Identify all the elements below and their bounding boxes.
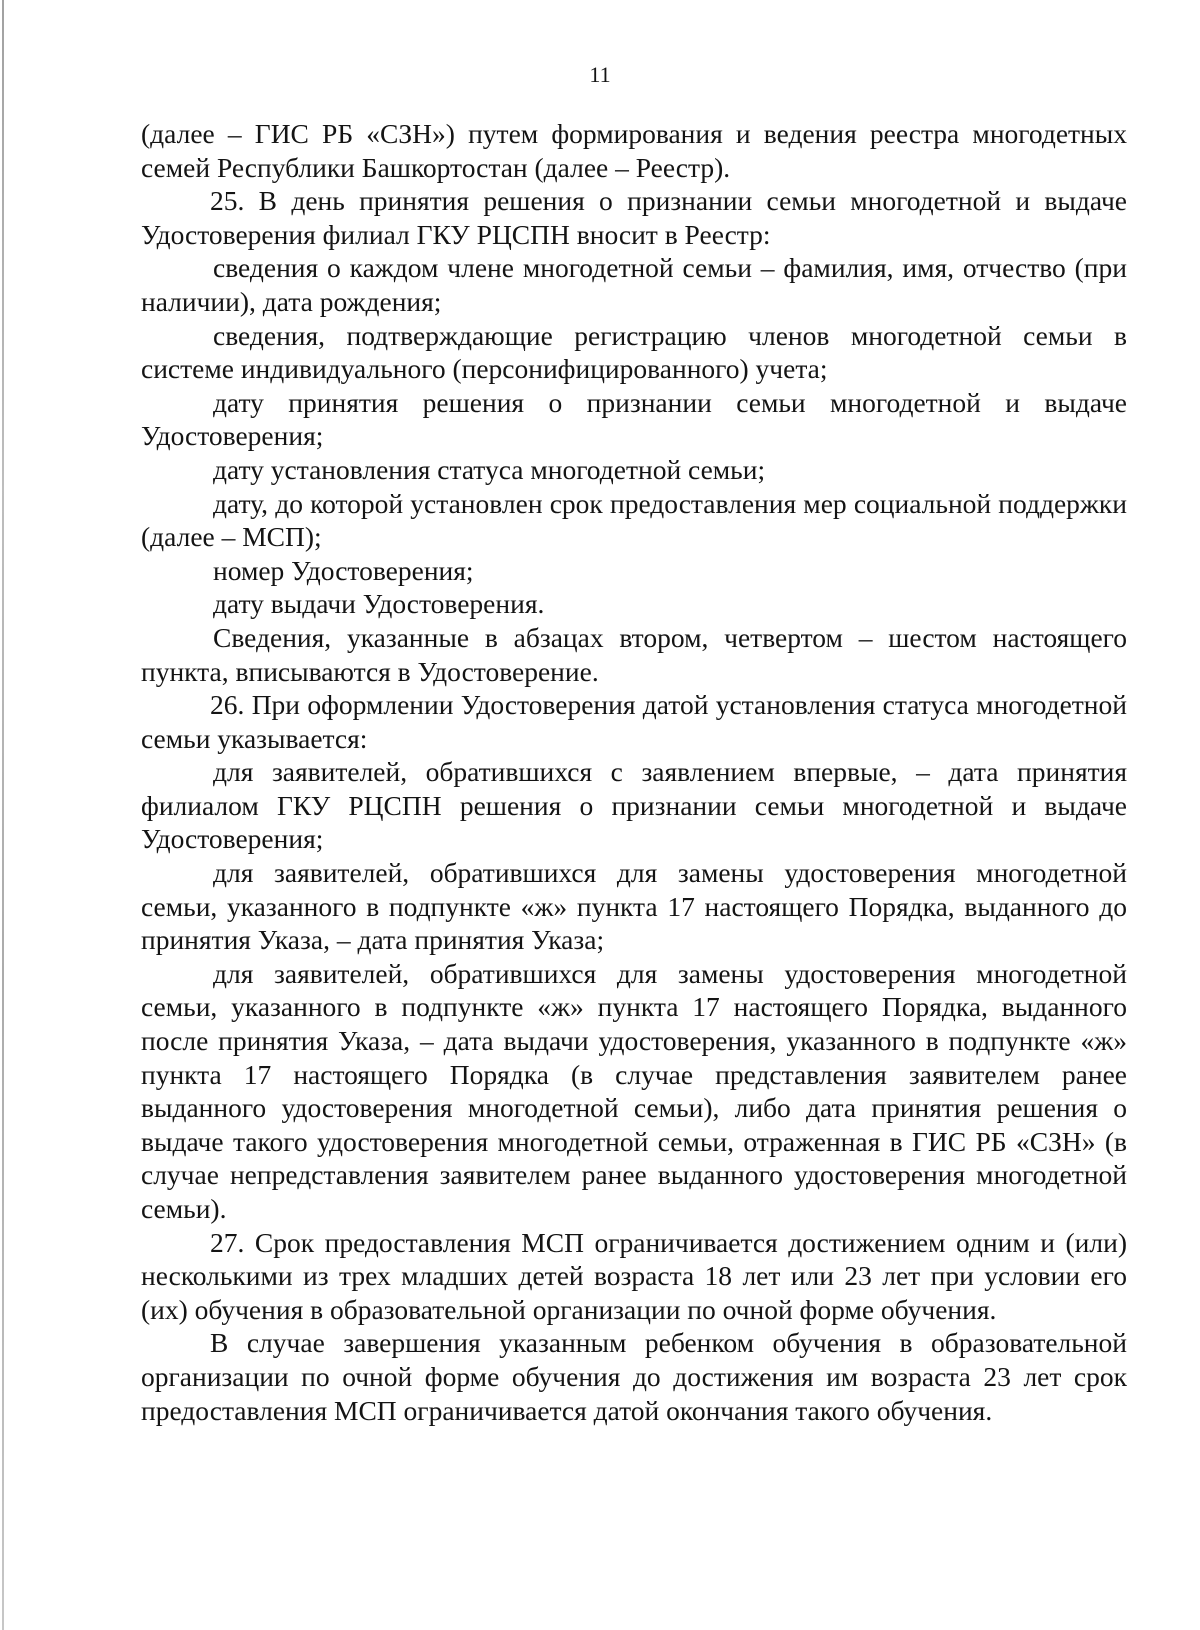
paragraph-5: дату принятия решения о признании семьи многодетной и выдаче Удостоверения;: [141, 386, 1127, 452]
paragraph-6: дату установления статуса многодетной семьи;: [213, 453, 766, 485]
document-body: [141, 117, 1127, 1427]
paragraph-1: (далее – ГИС РБ «СЗН») путем формирования и ведения реестра многодетных семей Республики Башкортостан (далее – Реестр).: [141, 118, 1127, 183]
page-number: 11: [589, 62, 611, 87]
paragraph-4: сведения, подтверждающие регистрацию членов многодетной семьи в системе индивидуального (персонифицированного) учета;: [141, 319, 1127, 385]
paragraph-16: В случае завершения указанным ребенком обучения в образовательной организации по очной форме обучения до достижения им возраста 23 лет срок предоставления МСП ограничивается датой окончания такого обучения.: [141, 1327, 1127, 1426]
paragraph-13: для заявителей, обратившихся для замены удостоверения многодетной семьи, указанного в подпункте «ж» пункта 17 настоящего Порядка, выданного до принятия Указа, – дата принятия Указа;: [141, 857, 1127, 956]
paragraph-2: 25. В день принятия решения о признании семьи многодетной и выдаче Удостоверения филиал ГКУ РЦСПН вносит в Реестр:: [141, 185, 1127, 250]
paragraph-7: дату, до которой установлен срок предоставления мер социальной поддержки (далее – МСП);: [141, 487, 1127, 553]
paragraph-14: для заявителей, обратившихся для замены удостоверения многодетной семьи, указанного в подпункте «ж» пункта 17 настоящего Порядка, выданного после принятия Указа, – дата выдачи удостоверения, указанного в подпункте «ж» пункта 17 настоящего Порядка (в случае представления заявителем ранее выданного удостоверения многодетной семьи), либо дата принятия решения о выдаче такого удостоверения многодетной семьи, отраженная в ГИС РБ «СЗН» (в случае непредставления заявителем ранее выданного удостоверения многодетной семьи).: [141, 957, 1127, 1224]
paragraph-8: номер Удостоверения;: [213, 554, 474, 586]
paragraph-15: 27. Срок предоставления МСП ограничивается достижением одним и (или) несколькими из трех младших детей возраста 18 лет или 23 лет при условии его (их) обучения в образовательной организации по очной форме обучения.: [141, 1226, 1127, 1325]
scan-edge: [2, 0, 4, 1630]
paragraph-3: сведения о каждом члене многодетной семьи – фамилия, имя, отчество (при наличии), дата рождения;: [141, 252, 1127, 317]
paragraph-9: дату выдачи Удостоверения.: [213, 588, 545, 620]
paragraph-10: Сведения, указанные в абзацах втором, четвертом – шестом настоящего пункта, вписываются в Удостоверение.: [141, 621, 1127, 687]
paragraph-12: для заявителей, обратившихся с заявлением впервые, – дата принятия филиалом ГКУ РЦСПН решения о признании семьи многодетной и выдаче Удостоверения;: [141, 756, 1127, 855]
paragraph-11: 26. При оформлении Удостоверения датой установления статуса многодетной семьи указывается:: [141, 689, 1127, 754]
